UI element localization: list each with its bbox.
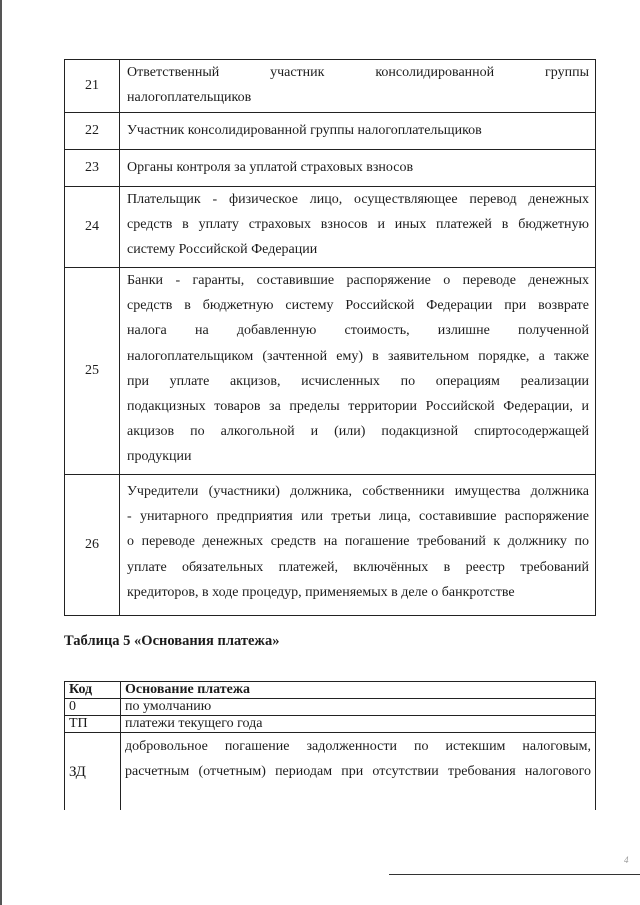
description-line: кредиторов, в ходе процедур, применяемых в деле о банкротстве [127, 584, 515, 600]
description-line: Ответственный участник консолидированной группы [127, 65, 589, 80]
description-line: Банки - гаранты, составившие распоряжение о переводе денежных [127, 273, 589, 288]
row-description: платежи текущего года [121, 716, 596, 733]
table-header-row [65, 682, 596, 699]
table-row [65, 699, 596, 716]
table-row [65, 150, 596, 187]
row-code: 25 [65, 268, 120, 475]
description-line: о переводе денежных средств на погашение требований к должнику по [127, 534, 589, 550]
description-line: акцизов по алкогольной и (или) подакцизной спиртосодержащей [127, 424, 589, 440]
footer-rule [389, 874, 640, 875]
table-row [65, 187, 596, 268]
description-line: добровольное погашение задолженности по истекшим налоговым, [125, 739, 591, 754]
description-line: расчетным (отчетным) периодам при отсутствии требования налогового [125, 764, 591, 779]
description-line: налогоплательщиков [127, 90, 252, 106]
row-description [120, 268, 596, 475]
row-description [120, 60, 596, 113]
column-header-basis: Основание платежа [121, 682, 596, 699]
row-description [120, 187, 596, 268]
row-code: 22 [65, 113, 120, 150]
row-code: 24 [65, 187, 120, 268]
description-line: при уплате акцизов, исчисленных по операциям реализации [127, 373, 589, 389]
table-row [65, 268, 596, 475]
description-line: Участник консолидированной группы налогоплательщиков [127, 123, 482, 139]
description-line: систему Российской Федерации [127, 242, 318, 258]
column-header-code: Код [65, 682, 121, 699]
table-row [65, 475, 596, 616]
description-line: налогоплательщиком (зачтенной ему) в заявительном порядке, а также [127, 348, 589, 364]
row-code: 21 [65, 60, 120, 113]
row-code: 0 [65, 699, 121, 716]
row-code: 26 [65, 475, 120, 616]
margin-mark: 4 [624, 855, 629, 865]
row-description [120, 150, 596, 187]
row-code: ТП [65, 716, 121, 733]
payment-basis-table [64, 681, 596, 810]
table-row [65, 716, 596, 733]
description-line: продукции [127, 449, 192, 465]
table-row [65, 60, 596, 113]
description-line: Органы контроля за уплатой страховых взносов [127, 160, 414, 176]
row-description [120, 475, 596, 616]
description-line: налога на добавленную стоимость, излишне полученной [127, 323, 589, 339]
row-description [120, 113, 596, 150]
table-row [65, 733, 596, 811]
description-line: Учредители (участники) должника, собственники имущества должника [127, 484, 589, 499]
description-line: средств в уплату страховых взносов и иных платежей в бюджетную [127, 217, 589, 233]
description-line: средств в бюджетную систему Российской Федерации при возврате [127, 298, 589, 314]
description-line: уплате обязательных платежей, включённых в реестр требований [127, 559, 589, 575]
payer-status-table [64, 59, 596, 616]
page-left-edge-rule [0, 0, 2, 905]
table5-title: Таблица 5 «Основания платежа» [64, 633, 280, 649]
description-line: Плательщик - физическое лицо, осуществляющее перевод денежных [127, 192, 589, 207]
description-line: подакцизных товаров за пределы территории Российской Федерации, и [127, 399, 589, 415]
description-line: - унитарного предприятия или третьи лица, составившие распоряжение [127, 509, 589, 525]
row-description: по умолчанию [121, 699, 596, 716]
row-code: ЗД [65, 733, 121, 811]
row-code: 23 [65, 150, 120, 187]
table-row [65, 113, 596, 150]
row-description [121, 733, 596, 811]
